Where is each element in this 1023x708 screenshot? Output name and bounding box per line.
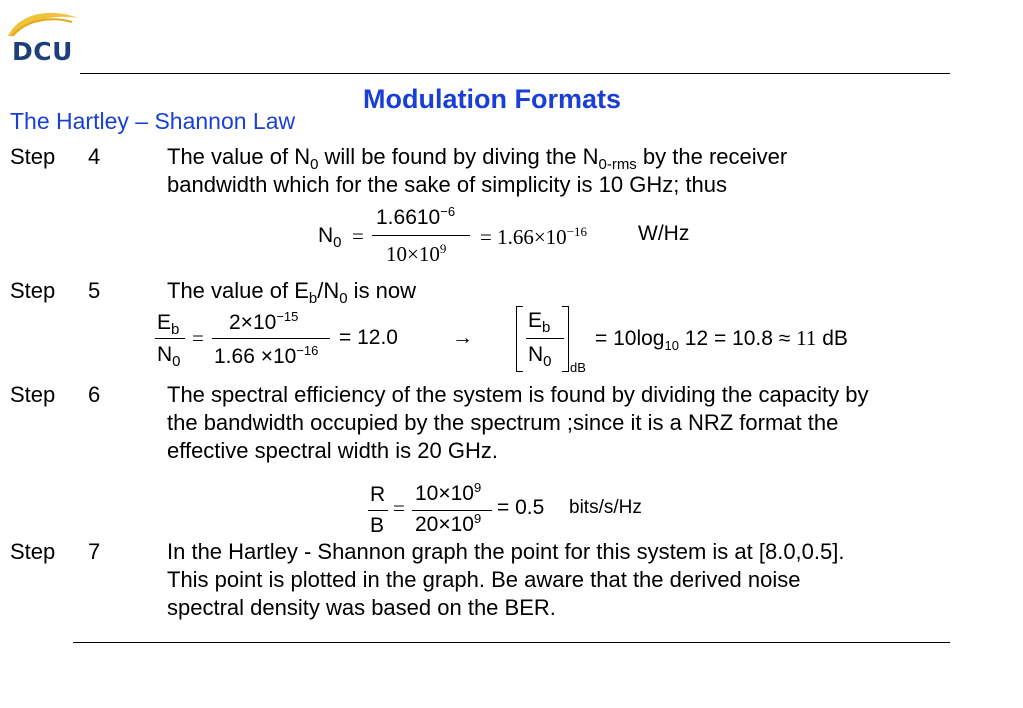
eq-n0-fraction-bar <box>372 235 470 236</box>
eq-ebn0-bracket-bar <box>526 338 564 339</box>
page-subtitle: The Hartley – Shannon Law <box>10 108 296 134</box>
eq-n0-denominator: $10\times 10^9$ <box>386 241 447 266</box>
eq-ebn0-equals: = <box>192 326 204 350</box>
step-4-word: Step <box>10 144 56 169</box>
step-6-line-1: The spectral efficiency of the system is found by dividing the capacity by <box>167 382 869 407</box>
step-6-line-2: the bandwidth occupied by the spectrum ;since it is a NRZ format the <box>167 410 839 435</box>
eq-ebn0-numerator: $2\times 10^{-15}$ <box>229 309 299 334</box>
step-4-number: 4 <box>88 144 101 169</box>
eq-ebn0-eb: $E_b$ <box>157 311 180 338</box>
eq-ebn0-db-subscript: dB <box>570 360 586 375</box>
step-5-word: Step <box>10 278 56 303</box>
eq-ebn0-result: = 12.0 <box>339 326 398 349</box>
eq-rb-denominator: $20\times 10^9$ <box>415 511 482 536</box>
bottom-divider <box>73 642 950 643</box>
eq-ebn0-fraction-bar <box>212 338 330 339</box>
step-4-line-1: The value of $N_0$ will be found by diving the $N_{0-rms}$ by the receiver <box>167 144 788 173</box>
eq-rb-unit: bits/s/Hz <box>569 497 642 518</box>
eq-ebn0-bracket-n0: $N_0$ <box>528 343 552 370</box>
step-7-word: Step <box>10 539 56 564</box>
top-divider <box>80 73 950 74</box>
step-7-line-3: spectral density was based on the BER. <box>167 595 556 620</box>
step-7-line-2: This point is plotted in the graph. Be aware that the derived noise <box>167 567 801 592</box>
eq-rb-result: = 0.5 <box>497 496 545 519</box>
eq-ebn0-denominator: $1.66 \times 10^{-16}$ <box>214 343 319 368</box>
eq-rb-b: B <box>370 514 385 537</box>
eq-n0-result: = $1.66\times 10^{-16}$ <box>480 224 588 249</box>
eq-n0-equals: = <box>352 224 364 248</box>
eq-rb-numerator: $10\times 10^9$ <box>415 480 482 505</box>
eq-n0-lhs: $N_0$ <box>318 224 342 251</box>
dcu-logo <box>2 6 82 68</box>
step-6-line-3: effective spectral width is 20 GHz. <box>167 438 498 463</box>
step-6-number: 6 <box>88 382 101 407</box>
eq-ebn0-left-bracket <box>516 306 523 372</box>
eq-n0-unit: W/Hz <box>638 222 690 245</box>
step-7-number: 7 <box>88 539 101 564</box>
step-5-number: 5 <box>88 278 101 303</box>
eq-ebn0-bracket-eb: $E_b$ <box>528 309 551 336</box>
step-6-word: Step <box>10 382 56 407</box>
eq-ebn0-n0: $N_0$ <box>157 343 181 370</box>
step-7-line-1: In the Hartley - Shannon graph the point for this system is at [8.0,0.5]. <box>167 539 845 564</box>
implies-arrow: → <box>452 325 473 349</box>
eq-ebn0-db-result: = $10\log_{10}$ 12 = 10.8 ≈ 11 dB <box>595 326 848 353</box>
page-title: Modulation Formats <box>363 84 621 114</box>
eq-rb-lhs-bar <box>368 510 388 511</box>
step-5-line-1: The value of $E_b/N_0$ is now <box>167 278 417 307</box>
eq-n0-numerator: $1.6610^{-6}$ <box>376 204 456 229</box>
eq-rb-r: R <box>370 483 386 506</box>
eq-ebn0-lhs-bar <box>155 338 185 339</box>
step-4-line-2: bandwidth which for the sake of simplicity is 10 GHz; thus <box>167 172 728 197</box>
dcu-logo-text: DCU <box>12 37 73 66</box>
eq-rb-equals: = <box>393 496 405 520</box>
eq-ebn0-right-bracket <box>562 306 569 372</box>
